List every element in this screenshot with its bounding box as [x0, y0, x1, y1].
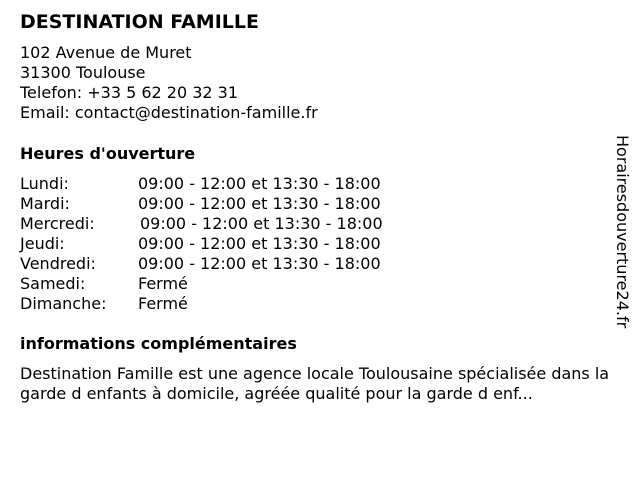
phone-number: Telefon: +33 5 62 20 32 31: [20, 83, 239, 102]
time-value: 09:00 - 12:00 et 13:30 - 18:00: [138, 174, 381, 193]
time-value: 09:00 - 12:00 et 13:30 - 18:00: [138, 254, 381, 273]
time-value: Fermé: [138, 274, 188, 293]
time-value: 09:00 - 12:00 et 13:30 - 18:00: [140, 214, 383, 233]
day-label: Lundi:: [20, 174, 69, 193]
day-label: Vendredi:: [20, 254, 96, 273]
time-value: 09:00 - 12:00 et 13:30 - 18:00: [138, 234, 381, 253]
day-label: Mercredi:: [20, 214, 95, 233]
description-text: Destination Famille est une agence locale Toulousaine spécialisée dans la garde d enfants à domicile, agréée qualité pour la garde d enf...: [20, 364, 610, 403]
email-address: Email: contact@destination-famille.fr: [20, 103, 318, 122]
contact-block: [20, 43, 318, 123]
day-label: Samedi:: [20, 274, 86, 293]
page-title: DESTINATION FAMILLE: [20, 11, 259, 33]
day-label: Dimanche:: [20, 294, 107, 313]
time-value: Fermé: [138, 294, 188, 313]
time-value: 09:00 - 12:00 et 13:30 - 18:00: [138, 194, 381, 213]
street-address: 102 Avenue de Muret: [20, 43, 192, 62]
city-postal-code: 31300 Toulouse: [20, 63, 146, 82]
day-label: Mardi:: [20, 194, 70, 213]
day-label: Jeudi:: [20, 234, 65, 253]
watermark-text: Horairesdouverture24.fr: [613, 135, 632, 329]
additional-info-heading: informations complémentaires: [20, 334, 297, 353]
opening-hours-heading: Heures d'ouverture: [20, 144, 196, 163]
